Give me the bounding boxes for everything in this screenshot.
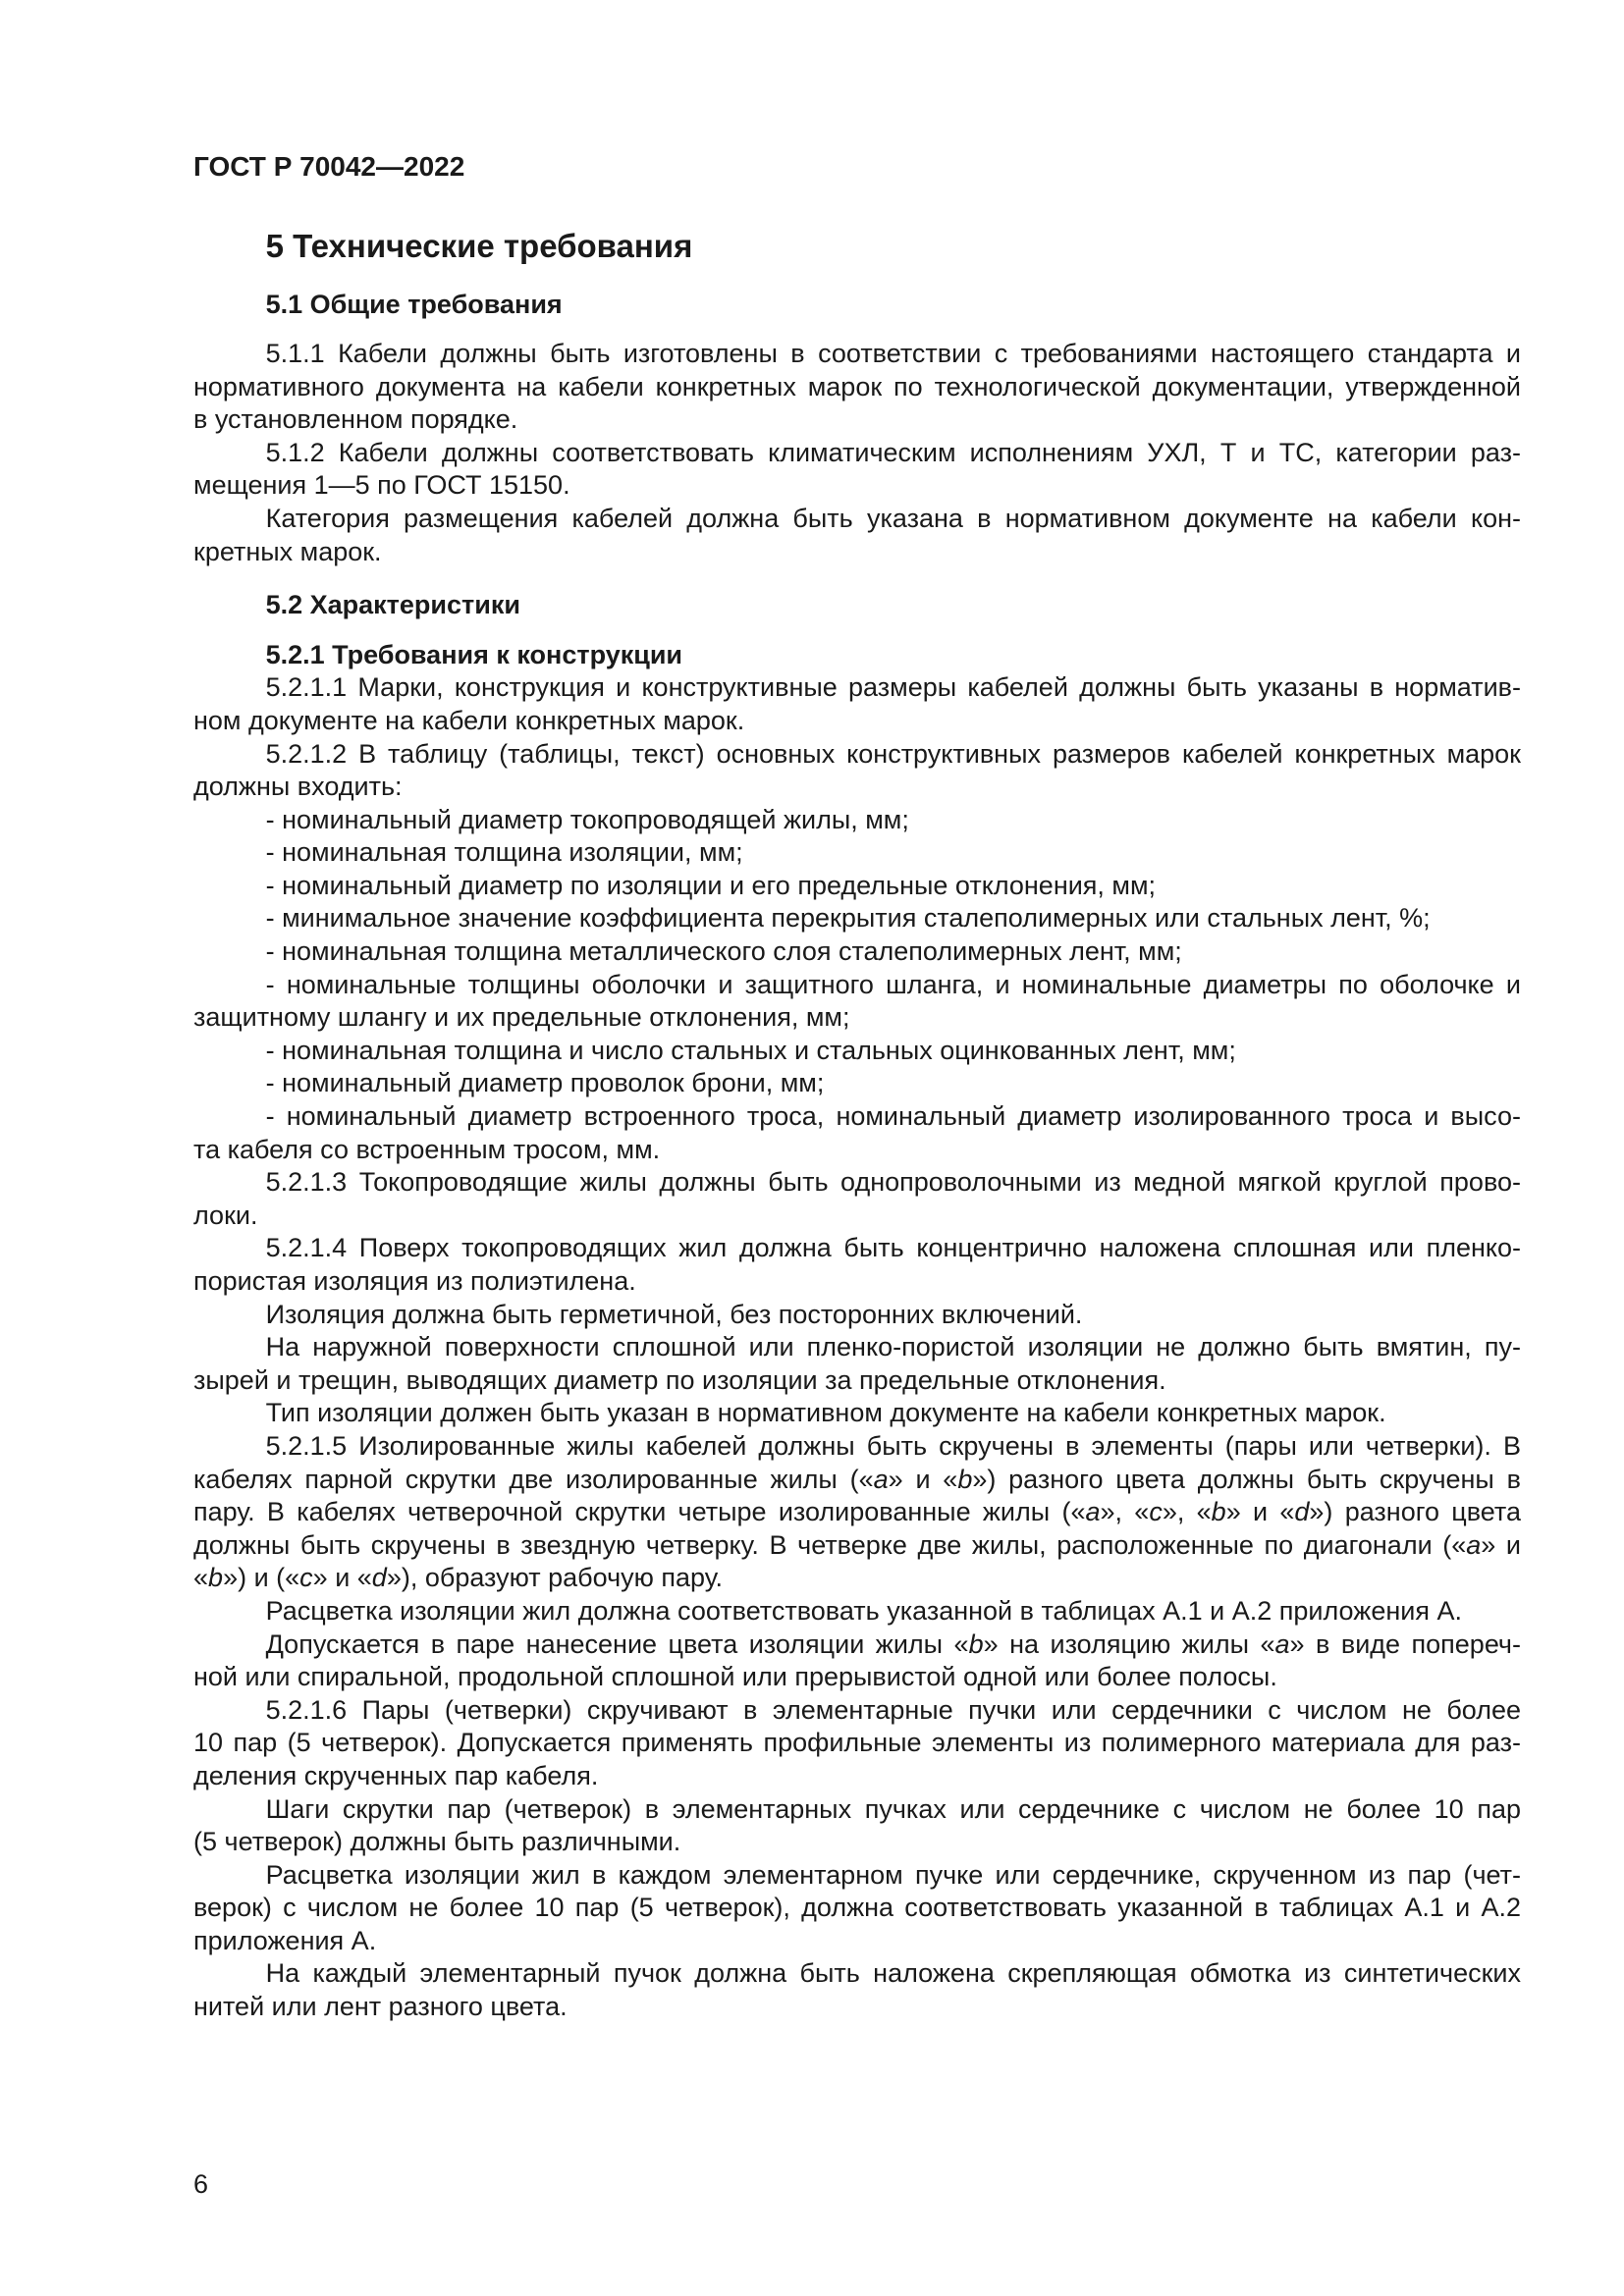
section-content bbox=[193, 227, 1521, 2024]
text-line: 5.2.1.3 Токопроводящие жилы должны быть однопроволочными из медной мягкой круглой прово- bbox=[265, 1167, 1521, 1198]
text-run: » и bbox=[1481, 1529, 1521, 1560]
text-line: (5 четверок) должны быть различными. bbox=[193, 1827, 681, 1857]
section-title: 5 Технические требования bbox=[265, 228, 693, 264]
paragraph bbox=[193, 1232, 1521, 1298]
text-line: нормативного документа на кабели конкретных марок по технологической документации, утвержденной bbox=[193, 371, 1521, 401]
text-run: ») и (« bbox=[223, 1563, 300, 1593]
text-line: Категория размещения кабелей должна быть указана в нормативном документе на кабели кон- bbox=[265, 504, 1521, 534]
text-line: ном документе на кабели конкретных марок. bbox=[193, 705, 745, 735]
paragraph bbox=[193, 671, 1521, 737]
text-line: - номинальная толщина и число стальных и стальных оцинкованных лент, мм; bbox=[265, 1035, 1236, 1065]
paragraph bbox=[193, 902, 1521, 935]
text-line: должны входить: bbox=[193, 772, 403, 802]
text-run: » и « bbox=[1225, 1497, 1295, 1527]
wire-designation: c bbox=[1149, 1497, 1163, 1527]
text-line: На наружной поверхности сплошной или пленко-пористой изоляции не должно быть вмятин, пу- bbox=[265, 1332, 1521, 1362]
text-line: - номинальный диаметр токопроводящей жилы, мм; bbox=[265, 804, 909, 834]
section-body bbox=[193, 289, 1521, 2023]
text-line: пористая изоляция из полиэтилена. bbox=[193, 1266, 636, 1296]
text-line: На каждый элементарный пучок должна быть наложена скрепляющая обмотка из синтетических bbox=[265, 1958, 1521, 1989]
paragraph bbox=[193, 1430, 1521, 1595]
document-designation: ГОСТ Р 70042—2022 bbox=[193, 151, 465, 182]
text-line: ной или спиральной, продольной сплошной или прерывистой одной или более полосы. bbox=[193, 1662, 1277, 1692]
text-run: » на изоляцию жилы « bbox=[983, 1629, 1275, 1659]
clause-title: 5.2.1 Требования к конструкции bbox=[265, 639, 683, 669]
text-line: нитей или лент разного цвета. bbox=[193, 1992, 568, 2022]
text-line bbox=[193, 1496, 1521, 1529]
text-line: Тип изоляции должен быть указан в нормативном документе на кабели конкретных марок. bbox=[265, 1398, 1386, 1428]
text-run: ») разного цвета должны быть скручены в bbox=[972, 1464, 1521, 1494]
wire-designation: c bbox=[299, 1563, 313, 1593]
text-line bbox=[193, 1629, 1521, 1662]
paragraph bbox=[193, 1859, 1521, 1958]
wire-designation: a bbox=[873, 1464, 889, 1494]
text-line bbox=[193, 1464, 1521, 1497]
text-line: - номинальные толщины оболочки и защитного шланга, и номинальные диаметры по оболочке и bbox=[265, 969, 1521, 999]
text-run: » и « bbox=[888, 1464, 958, 1494]
text-run: » в виде попереч- bbox=[1289, 1629, 1521, 1659]
text-line: 5.1.2 Кабели должны соответствовать климатическим исполнениям УХЛ, Т и ТС, категории раз- bbox=[265, 437, 1521, 467]
text-line: деления скрученных пар кабеля. bbox=[193, 1760, 599, 1790]
paragraph bbox=[193, 836, 1521, 870]
text-line: - минимальное значение коэффициента перекрытия сталеполимерных или стальных лент, %; bbox=[265, 903, 1431, 934]
paragraph bbox=[193, 870, 1521, 903]
text-line: локи. bbox=[193, 1200, 258, 1230]
subsection-title: 5.1 Общие требования bbox=[265, 290, 563, 320]
paragraph bbox=[193, 1629, 1521, 1694]
paragraph bbox=[193, 338, 1521, 437]
text-line: Расцветка изоляции жил должна соответствовать указанной в таблицах А.1 и А.2 приложения А. bbox=[265, 1595, 1462, 1626]
wire-designation: a bbox=[1466, 1529, 1482, 1560]
wire-designation: b bbox=[1211, 1497, 1226, 1527]
paragraph bbox=[193, 804, 1521, 837]
text-line: 5.2.1.4 Поверх токопроводящих жил должна быть концентрично наложена сплошная или пленко- bbox=[265, 1233, 1521, 1263]
text-line: зырей и трещин, выводящих диаметр по изоляции за предельные отклонения. bbox=[193, 1364, 1166, 1395]
text-run: пару. В кабелях четверочной скрутки четыре изолированные жилы (« bbox=[193, 1497, 1086, 1527]
wire-designation: a bbox=[1274, 1629, 1290, 1659]
paragraph bbox=[193, 1100, 1521, 1166]
paragraph bbox=[193, 437, 1521, 503]
wire-designation: d bbox=[1294, 1497, 1310, 1527]
text-line: 5.2.1.5 Изолированные жилы кабелей должны быть скручены в элементы (пары или четверки). В bbox=[265, 1430, 1521, 1461]
text-run: кабелях парной скрутки две изолированные жилы (« bbox=[193, 1464, 874, 1494]
page-number: 6 bbox=[193, 2168, 209, 2199]
text-line: мещения 1—5 по ГОСТ 15150. bbox=[193, 470, 570, 501]
text-run: Допускается в паре нанесение цвета изоляции жилы « bbox=[265, 1629, 969, 1659]
wire-designation: d bbox=[371, 1563, 387, 1593]
text-line: 10 пар (5 четверок). Допускается применять профильные элементы из полимерного материала для раз- bbox=[193, 1728, 1521, 1758]
paragraph bbox=[193, 1793, 1521, 1859]
wire-designation: b bbox=[968, 1629, 984, 1659]
text-line: - номинальный диаметр проволок брони, мм; bbox=[265, 1068, 825, 1098]
paragraph bbox=[193, 1299, 1521, 1332]
text-run: », « bbox=[1162, 1497, 1212, 1527]
paragraph bbox=[193, 1166, 1521, 1232]
wire-designation: b bbox=[957, 1464, 973, 1494]
text-run: » и « bbox=[312, 1563, 372, 1593]
text-line: - номинальная толщина изоляции, мм; bbox=[265, 837, 743, 868]
text-run: должны быть скручены в звездную четверку. В четверке две жилы, расположенные по диагонали (« bbox=[193, 1529, 1467, 1560]
text-line: приложения А. bbox=[193, 1925, 377, 1955]
wire-designation: a bbox=[1085, 1497, 1101, 1527]
text-line: 5.2.1.6 Пары (четверки) скручивают в элементарные пучки или сердечники с числом не более bbox=[265, 1694, 1521, 1725]
paragraph bbox=[193, 503, 1521, 568]
paragraph bbox=[193, 1957, 1521, 2023]
wire-designation: b bbox=[208, 1563, 224, 1593]
text-line: Расцветка изоляции жил в каждом элементарном пучке или сердечнике, скрученном из пар (чет- bbox=[265, 1859, 1521, 1890]
paragraph bbox=[193, 969, 1521, 1035]
subsection-title: 5.2 Характеристики bbox=[265, 589, 520, 619]
paragraph bbox=[193, 1694, 1521, 1793]
paragraph bbox=[193, 1331, 1521, 1397]
text-line: - номинальный диаметр по изоляции и его предельные отклонения, мм; bbox=[265, 870, 1157, 900]
text-line: - номинальная толщина металлического слоя сталеполимерных лент, мм; bbox=[265, 936, 1182, 967]
paragraph bbox=[193, 1595, 1521, 1629]
text-line bbox=[193, 1529, 1521, 1563]
text-line: 5.2.1.2 В таблицу (таблицы, текст) основных конструктивных размеров кабелей конкретных марок bbox=[265, 738, 1521, 769]
paragraph bbox=[193, 1067, 1521, 1100]
text-line: в установленном порядке. bbox=[193, 404, 518, 435]
paragraph bbox=[193, 1035, 1521, 1068]
text-run: », « bbox=[1100, 1497, 1150, 1527]
text-line: кретных марок. bbox=[193, 536, 382, 566]
text-line: та кабеля со встроенным тросом, мм. bbox=[193, 1134, 661, 1164]
text-line: 5.1.1 Кабели должны быть изготовлены в соответствии с требованиями настоящего стандарта и bbox=[265, 339, 1521, 369]
paragraph bbox=[193, 935, 1521, 969]
text-line: - номинальный диаметр встроенного троса, номинальный диаметр изолированного троса и высо- bbox=[265, 1101, 1521, 1132]
paragraph bbox=[193, 738, 1521, 804]
text-run: « bbox=[193, 1563, 209, 1593]
text-line: Шаги скрутки пар (четверок) в элементарных пучках или сердечнике с числом не более 10 пар bbox=[265, 1793, 1521, 1824]
text-line: верок) с числом не более 10 пар (5 четверок), должна соответствовать указанной в таблицах А.1 и А.2 bbox=[193, 1893, 1521, 1923]
text-line: Изоляция должна быть герметичной, без посторонних включений. bbox=[265, 1299, 1083, 1329]
text-run: »), образуют рабочую пару. bbox=[386, 1563, 724, 1593]
text-line bbox=[193, 1562, 1521, 1595]
text-line: 5.2.1.1 Марки, конструкция и конструктивные размеры кабелей должны быть указаны в норматив- bbox=[265, 672, 1521, 703]
text-run: ») разного цвета bbox=[1309, 1497, 1521, 1527]
paragraph bbox=[193, 1397, 1521, 1430]
text-line: защитному шлангу и их предельные отклонения, мм; bbox=[193, 1002, 850, 1033]
